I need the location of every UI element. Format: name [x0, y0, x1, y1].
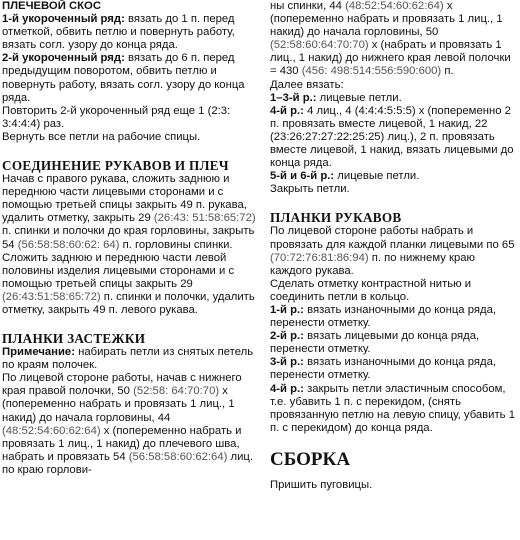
text: п. спинки и полочки до края горловины, закрыть 54: [2, 225, 255, 251]
text: По лицевой стороне работы набрать и провязать для каждой планки лицевыми по 65: [270, 225, 515, 251]
size-values: (52:58:60:64:70:70): [270, 39, 369, 52]
text: х (набрать и провязать 1 лиц., 1 накид) до нижнего края левой полочки = 430: [270, 39, 511, 78]
paragraph: Пришить пуговицы.: [270, 478, 373, 491]
paragraph: [270, 92, 518, 105]
paragraph: [270, 105, 518, 170]
size-values: (56:58:58:60:62: 64): [17, 238, 120, 251]
paragraph: [2, 346, 256, 372]
paragraph: [270, 304, 518, 330]
note-label: Примечание:: [2, 346, 75, 359]
row-label: 4-й р.:: [270, 104, 304, 117]
section-button-bands: [2, 331, 256, 477]
text: ны спинки, 44: [270, 0, 342, 12]
text: По лицевой стороне работы, начав с нижнего края правой полочки, 50: [2, 372, 242, 398]
row-text: лицевые петли.: [337, 170, 420, 183]
text: лиц. по краю горлови-: [2, 450, 254, 476]
paragraph: [270, 356, 518, 382]
size-values: (26:43: 51:58:65:72): [153, 212, 256, 225]
paragraph: Далее вязать:: [270, 78, 344, 91]
section-title-assembly: СБОРКА: [270, 448, 351, 470]
text: п. горловины спинки. Сложить заднюю и переднюю части левой половины изделия лицевыми сторонами и с помощью третьей спицы закрыть 29: [2, 238, 235, 290]
row-text: лицевые петли.: [319, 91, 402, 104]
right-column: [270, 0, 518, 492]
text: п. по нижнему краю каждого рукава.: [270, 251, 475, 277]
paragraph: [270, 383, 518, 435]
size-values: (456: 498:514:556:590:600): [301, 65, 442, 78]
left-column: [2, 0, 256, 477]
section-sleeve-bands: [270, 210, 518, 435]
size-values: (52:58: 64:70:70): [133, 385, 220, 398]
section-title-button-bands: ПЛАНКИ ЗАСТЕЖКИ: [2, 331, 146, 347]
section-shoulder-slope: [2, 0, 256, 144]
row-text: вязать изнаночными до конца ряда, перенести отметку.: [270, 303, 497, 330]
section-joining-sleeves: [2, 158, 256, 317]
paragraph: [2, 372, 256, 477]
paragraph: [270, 0, 518, 79]
text: х (попеременно набрать и провязать 1 лиц., 1 накид) до плечевого шва, набрать и провязать 54: [2, 424, 242, 463]
text: п. спинки и полочки, удалить отметку, закрыть 49 п. левого рукава.: [2, 290, 255, 316]
row-label: 1-й укороченный ряд:: [2, 13, 125, 26]
size-values: (70:72:76:81:86:94): [270, 251, 369, 264]
row-text: вязать до 6 п. перед предыдущим поворотом, обвить петлю и повернуть работу, вязать согл. узору до конца ряда.: [2, 52, 245, 104]
paragraph: [270, 170, 518, 183]
paragraph: [2, 173, 256, 317]
note-text: набирать петли из снятых петель по краям полочек.: [2, 346, 254, 372]
size-values: (48:52:54:60:62:64): [345, 0, 444, 12]
section-title-joining: СОЕДИНЕНИЕ РУКАВОВ И ПЛЕЧ: [2, 158, 229, 174]
row-label: 2-й р.:: [270, 330, 304, 343]
paragraph: [270, 225, 518, 277]
section-button-bands-cont: [270, 0, 518, 196]
text: х (попеременно набрать и провязать 1 лиц., 1 накид) до начала горловины, 44: [2, 385, 235, 424]
row-label: 2-й укороченный ряд:: [2, 52, 125, 65]
paragraph: Повторить 2-й укороченный ряд еще 1 (2:3: 3:4:4:4) раз.: [2, 104, 231, 130]
text: п.: [444, 65, 454, 78]
paragraph: [2, 52, 256, 104]
row-text: вязать лицевыми до конца ряда, перенести отметку.: [270, 330, 480, 356]
paragraph: Сделать отметку контрастной нитью и соединить петли в кольцо.: [270, 277, 472, 303]
text: Начав с правого рукава, сложить заднюю и переднюю части лицевыми сторонами и с помощью третьей спицы закрыть 49 п. рукава, удалить отметку, закрыть 29: [2, 173, 247, 225]
paragraph: [270, 330, 518, 356]
row-text: вязать изнаночными до конца ряда, перенести отметку.: [270, 356, 497, 382]
paragraph: Закрыть петли.: [270, 183, 350, 196]
section-title-sleeve-bands: ПЛАНКИ РУКАВОВ: [270, 210, 402, 226]
paragraph: Вернуть все петли на рабочие спицы.: [2, 130, 201, 143]
section-assembly: [270, 449, 518, 492]
text: х (попеременно набрать и провязать 1 лиц., 1 накид) до начала горловины, 50: [270, 0, 503, 39]
size-values: (56:58:58:60:62:64): [128, 450, 228, 463]
row-label: 1–3-й р.:: [270, 91, 317, 104]
row-label: 4-й р.:: [270, 382, 304, 395]
row-label: 3-й р.:: [270, 356, 304, 369]
paragraph: [2, 13, 256, 52]
row-text: 4 лиц., 4 (4:4:4:5:5:5) х (попеременно 2 п. провязать вместе лицевой, 1 накид, 22 (23:26:27:27:22:25:25) лиц.), 2 п. провязать вместе лицевой, 1 накид, вязать лицевыми до конца ряда.: [270, 104, 514, 170]
row-label: 1-й р.:: [270, 303, 304, 316]
row-text: закрыть петли эластичным способом, т.е. убавить 1 п. с перекидом, (снять провязанную петлю на левую спицу, убавить 1 п. с перекидом) до конца ряда.: [270, 382, 515, 434]
size-values: (26:43:51:58:65:72): [2, 290, 101, 303]
row-text: вязать до 1 п. перед отметкой, обвить петлю и повернуть работу, вязать согл. узору до конца ряда.: [2, 13, 235, 52]
row-label: 5-й и 6-й р.:: [270, 170, 335, 183]
size-values: (48:52:54:60:62:64): [2, 424, 101, 437]
section-title-shoulder-slope: ПЛЕЧЕВОЙ СКОС: [2, 0, 101, 12]
